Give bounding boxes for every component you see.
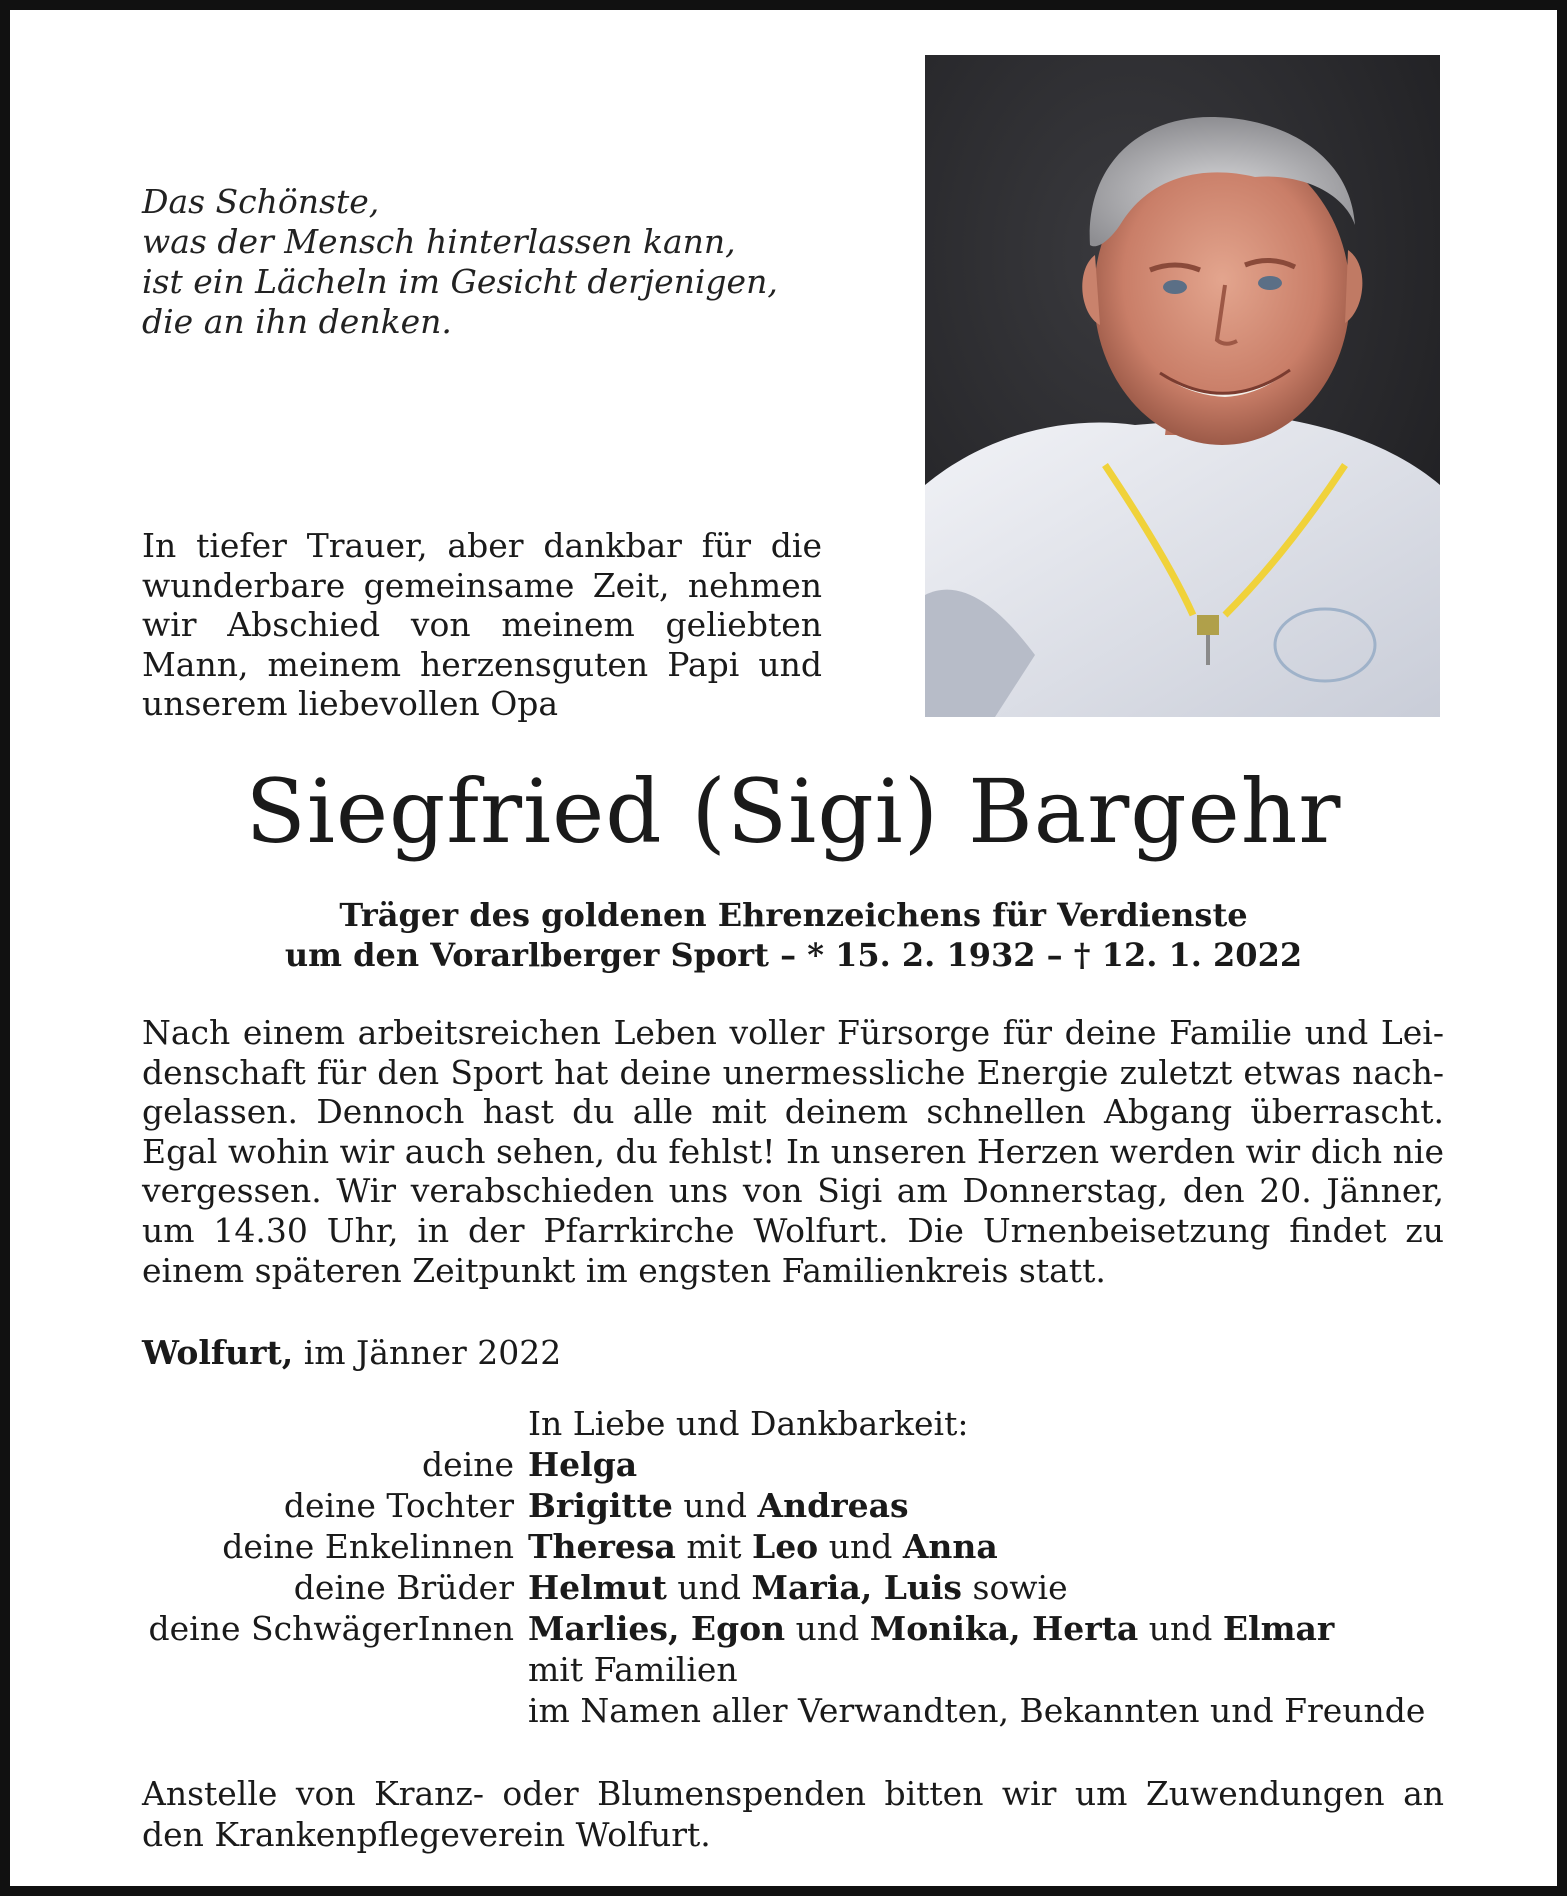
quote-line: ist ein Lächeln im Gesicht derjenigen, xyxy=(142,262,778,301)
family-name: Brigitte xyxy=(528,1486,673,1525)
intro-line: Mann, meinem herzensguten Papi und xyxy=(142,644,822,684)
body-line: einem späteren Zeitpunkt im engsten Familienkreis statt. xyxy=(142,1250,1106,1290)
family-name: Elmar xyxy=(1222,1609,1335,1648)
subtitle-line: Träger des goldenen Ehrenzeichens für Verdienste xyxy=(339,896,1248,934)
family-intro: In Liebe und Dankbarkeit: xyxy=(528,1404,969,1443)
deceased-name: Siegfried (Sigi) Bargehr xyxy=(245,760,1342,863)
family-list xyxy=(142,1403,1444,1731)
closing-line: Anstelle von Kranz- oder Blumenspenden bitten wir um Zuwendungen an xyxy=(142,1774,1444,1813)
intro-line: unserem liebevollen Opa xyxy=(142,684,559,723)
body-line: vergessen. Wir verabschieden uns von Sigi am Donnerstag, den 20. Jänner, xyxy=(142,1171,1444,1211)
family-name: Theresa xyxy=(528,1527,676,1566)
mit-familien: mit Familien xyxy=(528,1650,738,1689)
subtitle-line: um den Vorarlberger Sport – * 15. 2. 1932 – † 12. 1. 2022 xyxy=(284,936,1303,974)
relation-label: deine xyxy=(422,1445,514,1484)
body-line: gelassen. Dennoch hast du alle mit deinem schnellen Abgang überrascht. xyxy=(142,1092,1444,1132)
family-intro-row xyxy=(142,1403,1444,1444)
family-name: Andreas xyxy=(757,1486,909,1525)
quote-line: was der Mensch hinterlassen kann, xyxy=(142,222,736,261)
quote-line: Das Schönste, xyxy=(142,182,380,221)
family-name: Marlies, Egon xyxy=(528,1609,786,1648)
relation-label: deine Enkelinnen xyxy=(222,1527,514,1566)
family-row xyxy=(142,1444,1444,1485)
memorial-quote xyxy=(142,182,778,342)
family-row xyxy=(142,1690,1444,1731)
place: Wolfurt, xyxy=(142,1333,294,1372)
intro-line: wunderbare gemeinsame Zeit, nehmen xyxy=(142,565,822,605)
family-row: deine Tochter Brigitte und Andreas xyxy=(142,1485,1444,1526)
relation-label: deine SchwägerInnen xyxy=(148,1609,514,1648)
intro-paragraph xyxy=(142,526,822,724)
family-name: Anna xyxy=(902,1527,998,1566)
date: im Jänner 2022 xyxy=(293,1333,562,1372)
quote-line: die an ihn denken. xyxy=(142,302,452,341)
family-row xyxy=(142,1649,1444,1690)
intro-line: wir Abschied von meinem geliebten xyxy=(142,605,822,644)
obituary-body xyxy=(142,1013,1444,1290)
family-name: Maria, Luis xyxy=(751,1568,963,1607)
body-line: Egal wohin wir auch sehen, du fehlst! In unseren Herzen werden wir dich nie xyxy=(142,1131,1444,1171)
family-row: deine SchwägerInnen Marlies, Egon und Monika, Herta und Elmar xyxy=(142,1608,1444,1649)
intro-line: In tiefer Trauer, aber dankbar für die xyxy=(142,526,822,565)
family-row: deine Enkelinnen Theresa mit Leo und Anna xyxy=(142,1526,1444,1567)
relation-label: deine Tochter xyxy=(283,1486,514,1525)
family-name: Monika, Herta xyxy=(869,1609,1139,1648)
im-namen: im Namen aller Verwandten, Bekannten und Freunde xyxy=(528,1691,1426,1730)
relation-label: deine Brüder xyxy=(293,1568,514,1607)
body-line: denschaft für den Sport hat deine unermessliche Energie zuletzt etwas nach- xyxy=(142,1052,1444,1092)
deceased-subtitle xyxy=(10,895,1567,975)
family-name: Helmut xyxy=(528,1568,667,1607)
body-line: um 14.30 Uhr, in der Pfarrkirche Wolfurt. Die Urnenbeisetzung findet zu xyxy=(142,1210,1444,1250)
family-name: Leo xyxy=(751,1527,819,1566)
portrait-photo xyxy=(925,55,1440,717)
closing-line: den Krankenpflegeverein Wolfurt. xyxy=(142,1815,711,1854)
family-name: Helga xyxy=(528,1445,638,1484)
family-row: deine Brüder Helmut und Maria, Luis sowie xyxy=(142,1567,1444,1608)
place-date xyxy=(142,1333,561,1373)
closing-note xyxy=(142,1773,1444,1855)
body-line: Nach einem arbeitsreichen Leben voller Fürsorge für deine Familie und Lei- xyxy=(142,1013,1444,1052)
